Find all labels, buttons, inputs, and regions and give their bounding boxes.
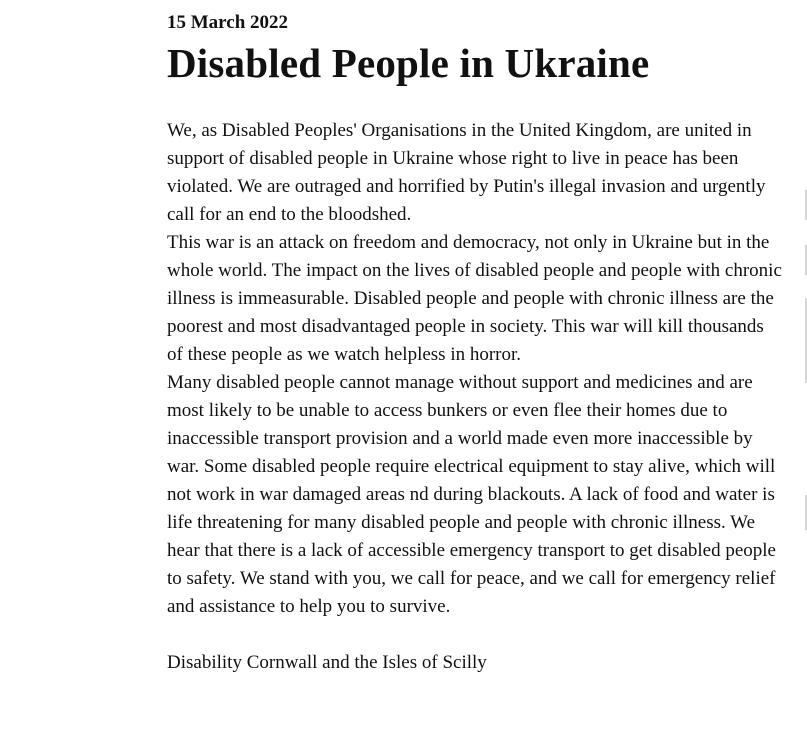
- article-date: 15 March 2022: [167, 12, 289, 33]
- article-title: Disabled People in Ukraine: [167, 40, 650, 86]
- article-body: [167, 117, 782, 621]
- article: [167, 12, 782, 677]
- article-signature: Disability Cornwall and the Isles of Scilly: [167, 652, 487, 673]
- article-paragraph: We, as Disabled Peoples' Organisations in the United Kingdom, are united in support of disabled people in Ukraine whose right to live in peace has been violated. We are outraged and horrified by Putin's illegal invasion and urgently call for an end to the bloodshed.: [167, 120, 766, 225]
- article-paragraph: This war is an attack on freedom and democracy, not only in Ukraine but in the whole world. The impact on the lives of disabled people and people with chronic illness is immeasurable. Disabled people and people with chronic illness are the poorest and most disadvantaged people in society. This war will kill thousands of these people as we watch helpless in horror.: [167, 232, 782, 365]
- article-paragraph: Many disabled people cannot manage without support and medicines and are most likely to be unable to access bunkers or even flee their homes due to inaccessible transport provision and a world made even more inaccessible by war. Some disabled people require electrical equipment to stay alive, which will not work in war damaged areas nd during blackouts. A lack of food and water is life threatening for many disabled people and people with chronic illness. We hear that there is a lack of accessible emergency transport to get disabled people to safety. We stand with you, we call for peace, and we call for emergency relief and assistance to help you to survive.: [167, 372, 776, 617]
